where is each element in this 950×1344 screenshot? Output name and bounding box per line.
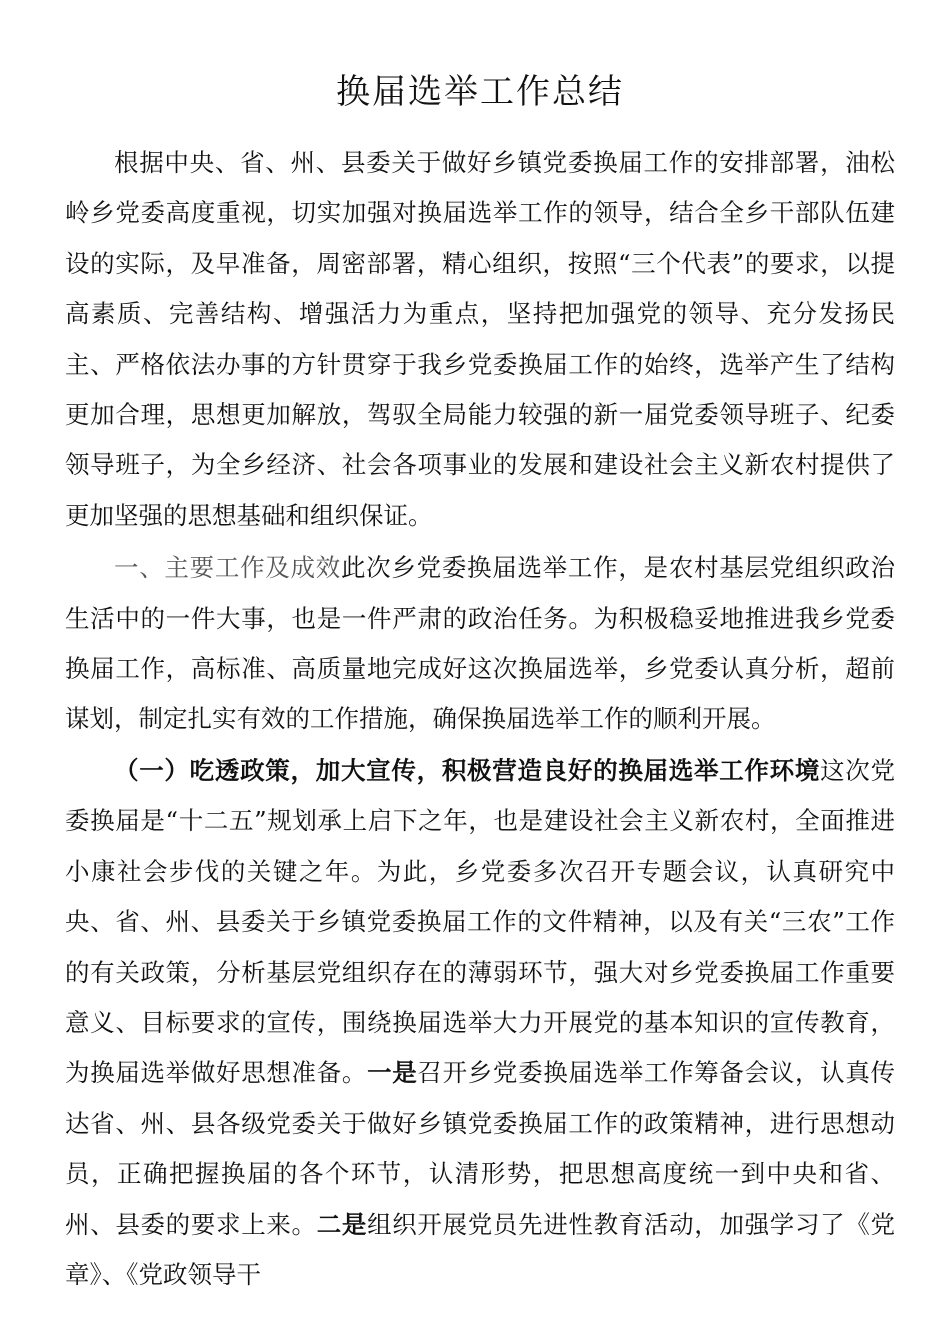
document-title: 换届选举工作总结 [336,72,624,112]
point-1-text: 召开乡党委换届选举工作筹备会议，认真传达省、州、县各级党委关于做好乡镇党委换届工作的政策精神，进行思想动员，正确把握换届的各个环节，认清形势，把思想高度统一到中央和省、州、县委的要求上来。 [65,1058,895,1239]
section-1-heading: 一、主要工作及成效 [114,553,341,583]
subsection-1-paragraph [65,746,895,1300]
section-1-paragraph [65,543,895,745]
point-1-label: 一是 [367,1058,418,1088]
document-page [65,64,895,1300]
intro-paragraph: 根据中央、省、州、县委关于做好乡镇党委换届工作的安排部署，油松岭乡党委高度重视，切实加强对换届选举工作的领导，结合全乡干部队伍建设的实际，及早准备，周密部署，精心组织，按照“三个代表”的要求，以提高素质、完善结构、增强活力为重点，坚持把加强党的领导、充分发扬民主、严格依法办事的方针贯穿于我乡党委换届工作的始终，选举产生了结构更加合理，思想更加解放，驾驭全局能力较强的新一届党委领导班子、纪委领导班子，为全乡经济、社会各项事业的发展和建设社会主义新农村提供了更加坚强的思想基础和组织保证。 [65,148,895,530]
subsection-1-heading: （一）吃透政策，加大宣传，积极营造良好的换届选举工作环境 [114,755,821,785]
point-2-label: 二是 [316,1209,368,1239]
subsection-1-body: 这次党委换届是“十二五”规划承上启下之年，也是建设社会主义新农村，全面推进小康社会步伐的关键之年。为此，乡党委多次召开专题会议，认真研究中央、省、州、县委关于乡镇党委换届工作的文件精神，以及有关“三农”工作的有关政策，分析基层党组织存在的薄弱环节，强大对乡党委换届工作重要意义、目标要求的宣传，围绕换届选举大力开展党的基本知识的宣传教育，为换届选举做好思想准备。 [65,755,896,1088]
point-2-text: 组织开展党员先进性教育活动，加强学习了《党章》、《党政领导干 [65,1209,895,1289]
section-1-body: 此次乡党委换届选举工作，是农村基层党组织政治生活中的一件大事，也是一件严肃的政治任务。为积极稳妥地推进我乡党委换届工作，高标准、高质量地完成好这次换届选举，乡党委认真分析，超前谋划，制定扎实有效的工作措施，确保换届选举工作的顺利开展。 [65,553,896,734]
